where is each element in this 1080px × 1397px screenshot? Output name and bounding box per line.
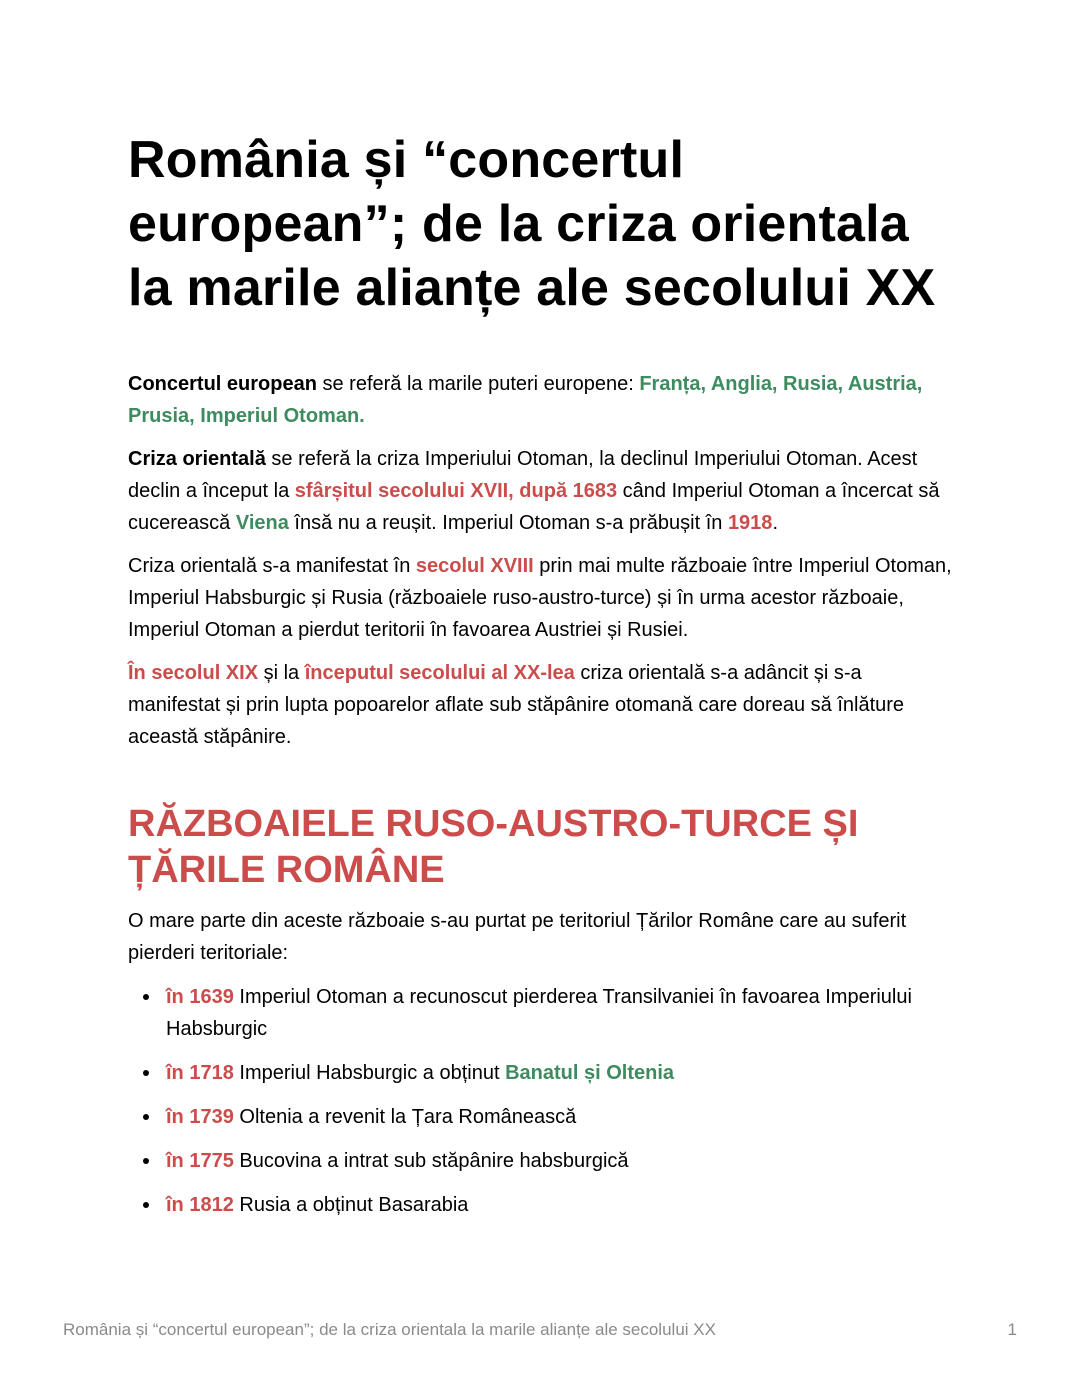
list-item-text: Rusia a obținut Basarabia — [233, 1194, 469, 1216]
list-item — [128, 1189, 954, 1221]
highlight-date: În secolul XIX — [128, 662, 259, 684]
highlight-date: secolul XVIII — [415, 555, 534, 577]
highlight-date: sfârșitul secolului XVII, după 1683 — [294, 480, 618, 502]
term-criza-orientala: Criza orientală — [128, 448, 266, 470]
page-title: România și “concertul european”; de la criza orientala la marile alianțe ale secolului XX — [128, 131, 936, 317]
highlight-date: 1918 — [727, 512, 773, 534]
paragraph-text: criza orientală s-a adâncit și s-a manifestat și prin lupta popoarelor aflate sub stăpânire otomană care doreau să înlăture această stăpânire. — [128, 662, 905, 748]
list-item-text: Oltenia a revenit la Țara Românească — [233, 1106, 577, 1128]
paragraph-text: însă nu a reușit. Imperiul Otoman s-a prăbușit în — [288, 512, 728, 534]
paragraph-text: . — [772, 512, 778, 534]
highlight-place: Viena — [235, 512, 289, 534]
paragraph-text: prin mai multe războaie între Imperiul Otoman, Imperiul Habsburgic și Rusia (războaiele ruso-austro-turce) și în urma acestor războaie, Imperiul Otoman a pierdut teritorii în favoarea Austriei și Rusiei. — [128, 555, 952, 641]
list-item-year: în 1639 — [166, 986, 234, 1008]
footer-title: România și “concertul european”; de la criza orientala la marile alianțe ale secolului XX — [63, 1320, 716, 1339]
paragraph-text: când Imperiul Otoman a încercat să cucerească — [128, 480, 940, 534]
paragraph-text: se referă la criza Imperiului Otoman, la declinul Imperiului Otoman. Acest declin a început la — [128, 448, 918, 502]
list-item — [128, 981, 954, 1045]
list-item-year: în 1739 — [166, 1106, 234, 1128]
paragraph-criza-orientala — [128, 443, 954, 539]
list-item — [128, 1057, 954, 1089]
highlight-date: începutul secolului al XX-lea — [304, 662, 575, 684]
term-concertul-european: Concertul european — [128, 373, 317, 395]
section-intro: O mare parte din aceste războaie s-au purtat pe teritoriul Țărilor Române care au suferit pierderi teritoriale: — [128, 910, 907, 964]
list-item-highlight: Banatul și Oltenia — [505, 1062, 675, 1084]
highlight-great-powers: Franța, Anglia, Rusia, Austria, Prusia, Imperiul Otoman. — [128, 373, 923, 427]
list-item — [128, 1145, 954, 1177]
list-item-text: Imperiul Habsburgic a obținut — [233, 1062, 506, 1084]
paragraph-secolul-xviii — [128, 550, 954, 646]
page-number: 1 — [1007, 1320, 1017, 1339]
list-item-year: în 1718 — [166, 1062, 234, 1084]
paragraph-text: se referă la marile puteri europene: — [316, 373, 640, 395]
list-item-text: Bucovina a intrat sub stăpânire habsburgică — [233, 1150, 629, 1172]
section-heading: RĂZBOAIELE RUSO-AUSTRO-TURCE ȘI ȚĂRILE ROMÂNE — [128, 803, 859, 891]
paragraph-concert-european — [128, 368, 954, 432]
territorial-losses-list — [128, 981, 954, 1221]
list-item-text: Imperiul Otoman a recunoscut pierderea Transilvaniei în favoarea Imperiului Habsburgic — [166, 986, 912, 1040]
document-page — [128, 128, 954, 1233]
paragraph-secolul-xix — [128, 657, 954, 753]
list-item-year: în 1812 — [166, 1194, 234, 1216]
paragraph-text: și la — [258, 662, 305, 684]
list-item-year: în 1775 — [166, 1150, 234, 1172]
list-item — [128, 1101, 954, 1133]
paragraph-text: Criza orientală s-a manifestat în — [128, 555, 416, 577]
